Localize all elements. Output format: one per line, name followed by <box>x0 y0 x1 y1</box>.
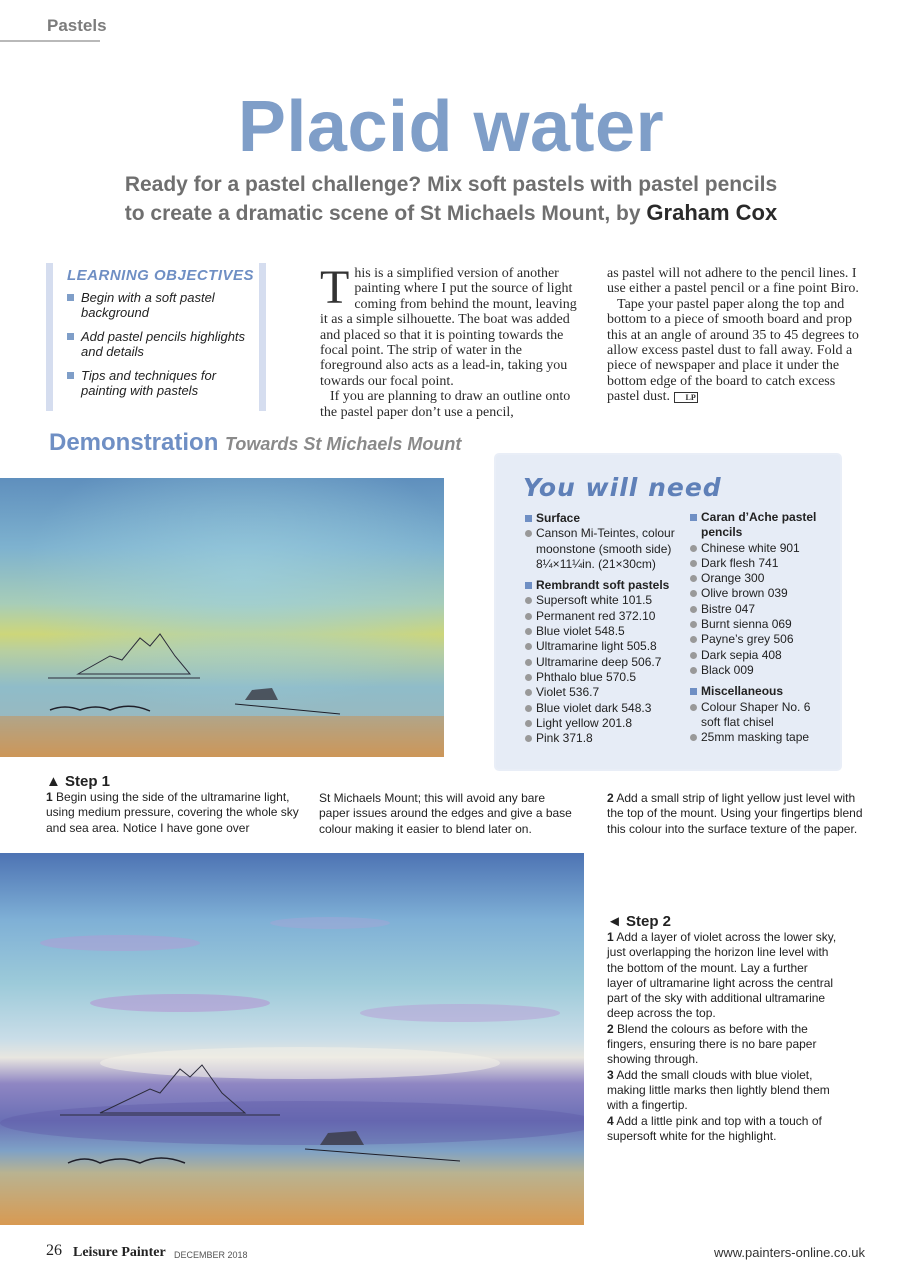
material-text: Dark flesh 741 <box>701 555 779 570</box>
step-number: 3 <box>607 1067 614 1082</box>
body-paragraph-4 <box>607 297 869 405</box>
material-item <box>525 639 685 654</box>
dot-bullet-icon <box>690 545 697 552</box>
step-number: 1 <box>607 930 614 944</box>
end-mark-icon: LP <box>674 392 698 403</box>
section-label: Pastels <box>47 16 107 35</box>
step-text: Add the small clouds with blue violet, making little marks then lightly blend them with a fingertip. <box>607 1067 830 1113</box>
dot-bullet-icon <box>525 628 532 635</box>
subtitle-line-2-text: to create a dramatic scene of St Michaels Mount, by <box>124 202 641 225</box>
material-item <box>525 731 685 746</box>
learning-objectives-heading: LEARNING OBJECTIVES <box>67 267 255 284</box>
objective-text: Add pastel pencils highlights and details <box>81 329 246 359</box>
square-bullet-icon <box>67 294 74 301</box>
step-1-heading: ▲ Step 1 <box>46 773 111 790</box>
article-subtitle <box>0 171 902 228</box>
subtitle-line-2 <box>0 199 902 228</box>
author-name: Graham Cox <box>646 200 778 225</box>
square-bullet-icon <box>67 372 74 379</box>
dot-bullet-icon <box>525 643 532 650</box>
material-text: Orange 300 <box>701 571 765 586</box>
step-text: Blend the colours as before with the fingers, ensuring there is no bare paper showing through. <box>607 1021 817 1067</box>
material-text: Pink 371.8 <box>536 731 593 746</box>
dot-bullet-icon <box>690 636 697 643</box>
material-item <box>690 617 830 632</box>
material-item <box>525 670 685 685</box>
dot-bullet-icon <box>525 674 532 681</box>
material-item <box>525 624 685 639</box>
square-bullet-icon <box>690 514 697 521</box>
material-item <box>525 685 685 700</box>
objective-item <box>67 329 259 359</box>
square-bullet-icon <box>690 688 697 695</box>
step-number: 4 <box>607 1113 614 1128</box>
material-text: Supersoft white 101.5 <box>536 593 653 608</box>
step-1-paragraph-c <box>607 791 875 837</box>
material-text: Payne’s grey 506 <box>701 632 794 647</box>
dot-bullet-icon <box>690 734 697 741</box>
step-2-item <box>607 930 837 1022</box>
material-item <box>690 556 830 571</box>
material-text: 25mm masking tape <box>701 730 810 745</box>
issue-date: DECEMBER 2018 <box>174 1250 248 1260</box>
body-paragraph-4-text: Tape your pastel paper along the top and bottom to a piece of smooth board and prop this at an angle of around 35 to 45 degrees to allow excess pastel dust to fall away. Fold a piece of newspaper and place it under the bottom edge of the board to catch excess pastel dust. <box>607 296 859 405</box>
body-paragraph-2: If you are planning to draw an outline onto the pastel paper don’t use a pencil, <box>320 389 571 420</box>
material-item <box>690 700 830 731</box>
website-url[interactable]: www.painters-online.co.uk <box>713 1245 865 1260</box>
step-text: Add a little pink and top with a touch of supersoft white for the highlight. <box>607 1113 822 1143</box>
step-1-paragraph-b: St Michaels Mount; this will avoid any bare paper issues around the edges and give a base colour making it easier to blend later on. <box>319 791 572 836</box>
step-2-painting <box>0 853 584 1225</box>
material-text: Canson Mi-Teintes, colour moonstone (smooth side) 8¼×11¼in. (21×30cm) <box>536 526 675 571</box>
dot-bullet-icon <box>525 530 532 537</box>
step-2-heading: ◄ Step 2 <box>607 913 672 930</box>
step-1-paragraph-a <box>46 790 302 836</box>
dot-bullet-icon <box>690 704 697 711</box>
material-item <box>690 632 830 647</box>
objective-item <box>67 290 259 320</box>
dot-bullet-icon <box>690 621 697 628</box>
demonstration-heading: Demonstration <box>49 429 219 456</box>
body-column-1 <box>320 261 582 420</box>
dot-bullet-icon <box>525 659 532 666</box>
section-tag <box>0 14 107 42</box>
dot-bullet-icon <box>690 652 697 659</box>
dot-bullet-icon <box>690 667 697 674</box>
category-label: Miscellaneous <box>701 684 784 699</box>
material-text: Chinese white 901 <box>701 540 800 555</box>
drop-cap: T <box>320 261 350 314</box>
step-2-text <box>607 913 837 1144</box>
material-item <box>690 586 830 601</box>
dot-bullet-icon <box>525 720 532 727</box>
step-1-text-a <box>46 773 302 836</box>
dot-bullet-icon <box>690 575 697 582</box>
materials-column-1 <box>525 509 685 746</box>
body-paragraph-3: as pastel will not adhere to the pencil lines. I use either a pastel pencil or a fine point Biro. <box>607 266 859 297</box>
category-label: Surface <box>536 511 581 525</box>
article-title: Placid water <box>237 87 665 167</box>
material-item <box>525 655 685 670</box>
objective-text: Tips and techniques for painting with pastels <box>81 368 217 398</box>
step-number: 2 <box>607 791 614 805</box>
category-label: Caran d’Ache pastel pencils <box>701 510 817 540</box>
material-text: Dark sepia 408 <box>701 647 782 662</box>
material-category <box>690 510 830 541</box>
subtitle-line-1: Ready for a pastel challenge? Mix soft pastels with pastel pencils <box>124 173 778 196</box>
category-label: Rembrandt soft pastels <box>536 578 670 593</box>
demonstration-title <box>49 429 461 457</box>
material-item <box>525 701 685 716</box>
dot-bullet-icon <box>690 560 697 567</box>
step-2-item <box>607 1022 837 1068</box>
material-text: Ultramarine light 505.8 <box>536 639 657 654</box>
dot-bullet-icon <box>525 705 532 712</box>
material-text: Light yellow 201.8 <box>536 715 633 730</box>
material-text: Phthalo blue 570.5 <box>536 669 637 684</box>
dot-bullet-icon <box>525 689 532 696</box>
material-item <box>525 716 685 731</box>
material-item <box>525 609 685 624</box>
material-text: Colour Shaper No. 6 soft flat chisel <box>701 699 811 729</box>
material-text: Bistre 047 <box>701 601 756 616</box>
material-category <box>690 684 830 699</box>
material-item <box>690 730 830 745</box>
material-item <box>690 663 830 678</box>
material-text: Ultramarine deep 506.7 <box>536 654 662 669</box>
material-category <box>525 511 685 526</box>
demonstration-subtitle: Towards St Michaels Mount <box>225 434 462 454</box>
material-text: Permanent red 372.10 <box>536 608 656 623</box>
body-paragraph-1: his is a simplified version of another painting where I put the source of light coming from behind the mount, leaving it as a simple silhouette. The boat was added and placed so that it is pointing towards the focal point. The strip of water in the foreground also acts as a lead-in, taking you towards our focal point. <box>320 266 577 389</box>
material-item <box>690 602 830 617</box>
magazine-logo: Leisure Painter <box>73 1245 166 1260</box>
material-item <box>690 541 830 556</box>
page-number: 26 <box>46 1242 62 1259</box>
dot-bullet-icon <box>690 606 697 613</box>
dot-bullet-icon <box>525 735 532 742</box>
material-text: Blue violet dark 548.3 <box>536 700 652 715</box>
step-text: Add a small strip of light yellow just level with the top of the mount. Using your fingertips blend this colour into the surface texture of the paper. <box>607 791 863 836</box>
step-number: 1 <box>46 790 53 804</box>
objective-text: Begin with a soft pastel background <box>81 290 215 320</box>
dot-bullet-icon <box>525 613 532 620</box>
material-item <box>690 571 830 586</box>
material-item <box>690 648 830 663</box>
you-will-need-heading: You will need <box>523 473 722 502</box>
material-item <box>525 526 685 572</box>
materials-column-2 <box>690 508 830 745</box>
step-2-item <box>607 1068 837 1114</box>
step-2-item <box>607 1114 837 1145</box>
step-text: Add a layer of violet across the lower sky, just overlapping the horizon line level with the bottom of the mount. Lay a further layer of ultramarine light across the central part of the sky with additional ultramarine deep across the top. <box>607 930 837 1021</box>
dot-bullet-icon <box>525 597 532 604</box>
objective-item <box>67 368 259 398</box>
material-text: Olive brown 039 <box>701 586 788 601</box>
body-column-2 <box>607 266 869 405</box>
step-text: Begin using the side of the ultramarine light, using medium pressure, covering the whole sky and sea area. Notice I have gone over <box>46 790 299 835</box>
square-bullet-icon <box>67 333 74 340</box>
material-category <box>525 578 685 593</box>
material-text: Burnt sienna 069 <box>701 617 792 632</box>
material-text: Violet 536.7 <box>536 685 600 700</box>
learning-objectives-box <box>46 263 266 411</box>
step-number: 2 <box>607 1021 614 1036</box>
material-text: Black 009 <box>701 662 754 677</box>
dot-bullet-icon <box>690 590 697 597</box>
material-text: Blue violet 548.5 <box>536 624 625 639</box>
material-item <box>525 593 685 608</box>
square-bullet-icon <box>525 582 532 589</box>
square-bullet-icon <box>525 515 532 522</box>
step-1-painting <box>0 478 444 757</box>
